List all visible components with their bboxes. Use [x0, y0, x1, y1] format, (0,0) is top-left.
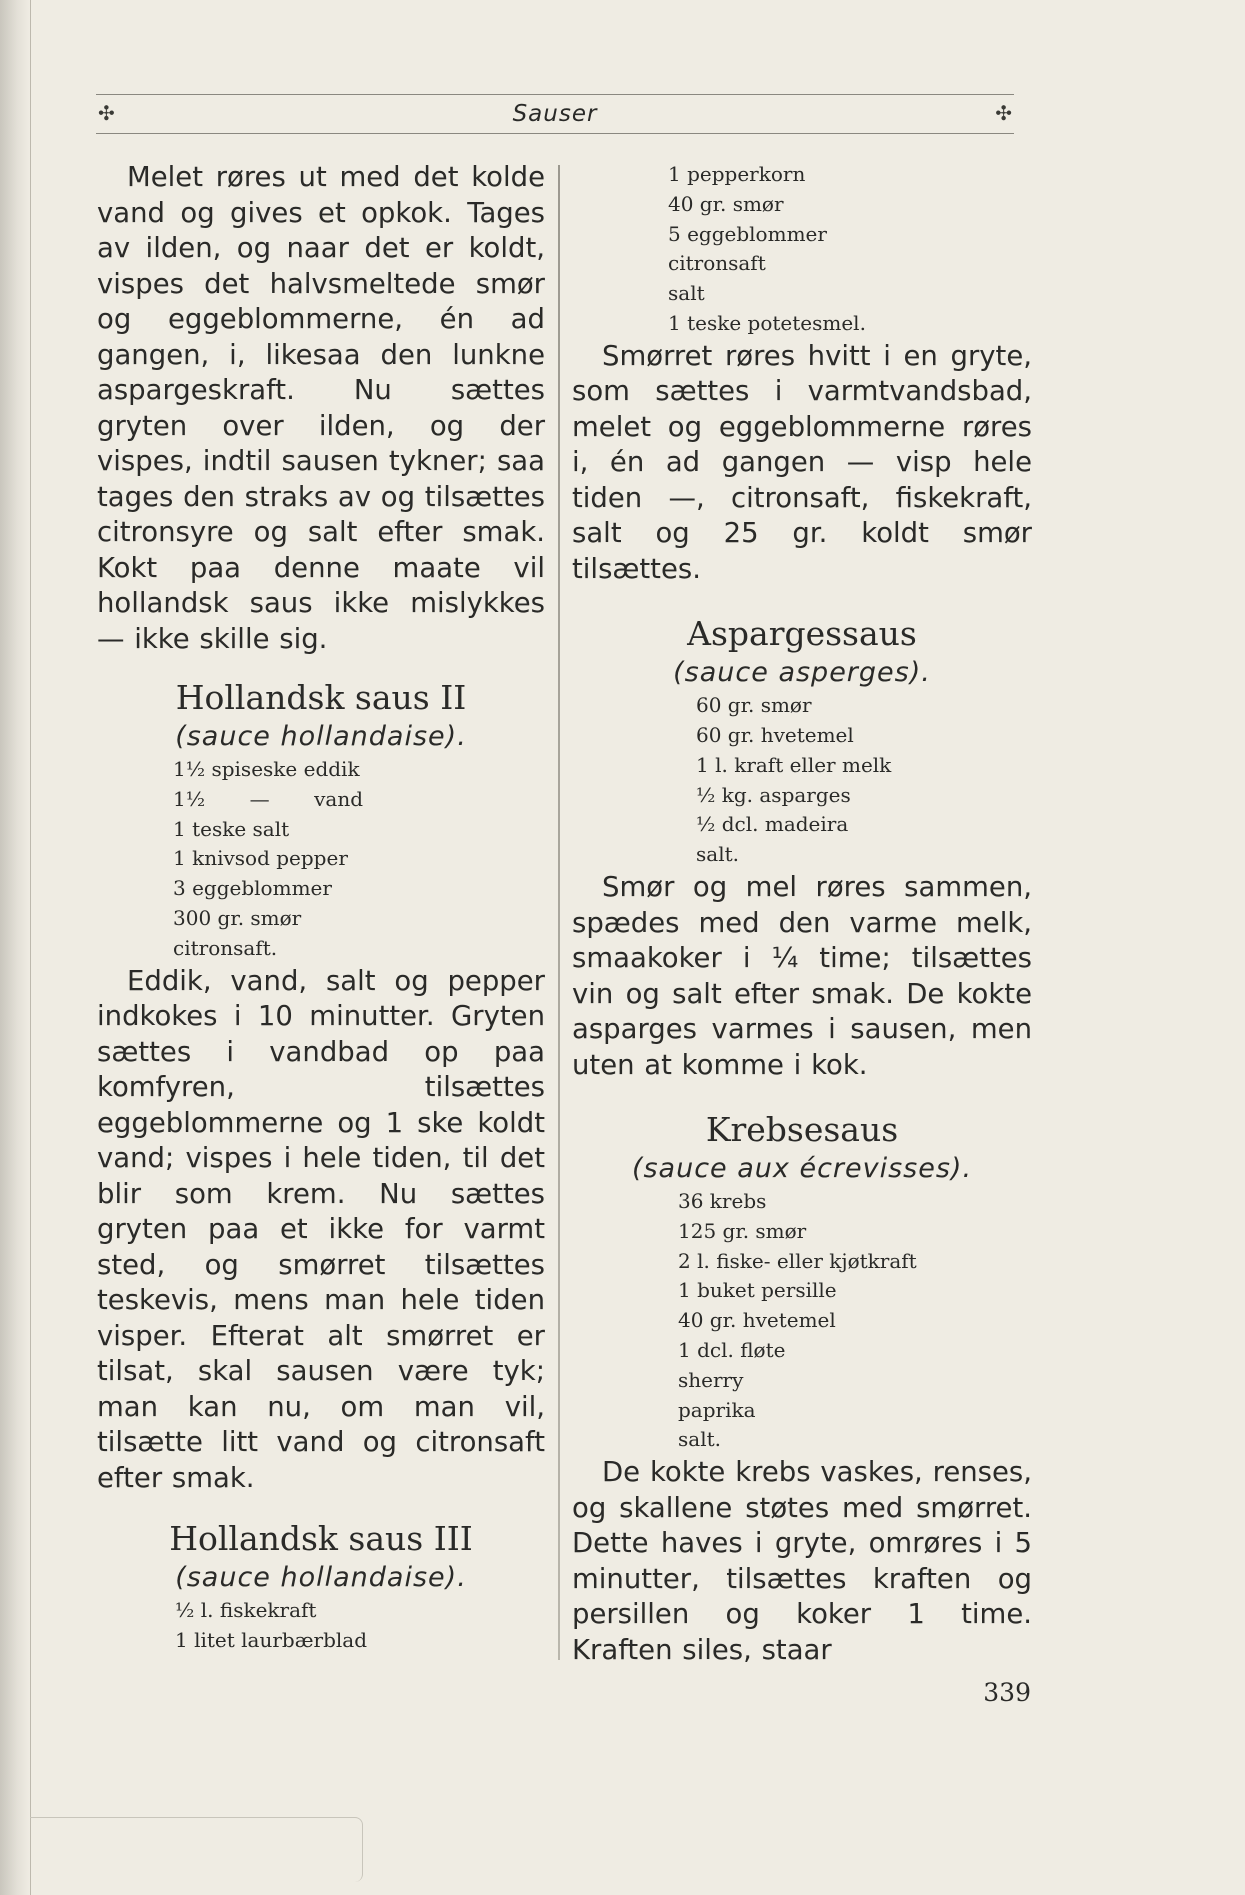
ingredient: ½ dcl. madeira: [696, 812, 849, 837]
ingredient: salt.: [696, 842, 739, 867]
ingredient: ½ l. fiskekraft: [175, 1598, 317, 1623]
paragraph: Smør og mel røres sammen, spædes med den varme melk, smaakoker i ¼ time; tilsættes vin og salt efter smak. De kokte asparges varmes i sausen, men uten at komme i kok.: [572, 871, 1032, 1081]
ingredient: 36 krebs: [678, 1189, 767, 1214]
recipe-title: Hollandsk saus III: [169, 1519, 473, 1559]
ingredient: 60 gr. smør: [696, 693, 812, 718]
running-header: [96, 94, 1014, 134]
ingredient: 2 l. fiske- eller kjøtkraft: [678, 1248, 917, 1273]
ingredient: 1 knivsod pepper: [173, 846, 348, 871]
paragraph: Melet røres ut med det kolde vand og gives et opkok. Tages av ilden, og naar det er koldt, vispes det halvsmeltede smør og eggeblommerne, én ad gangen, i, likesaa den lunkne aspargeskraft. Nu sættes gryten over ilden, og der vispes, indtil sausen tykner; saa tages den straks av og tilsættes citronsyre og salt efter smak. Kokt paa denne maate vil hollandsk saus ikke mislykkes — ikke skille sig.: [97, 161, 545, 655]
page-corner-mark: [30, 1817, 363, 1882]
recipe-title: Krebsesaus: [705, 1110, 899, 1150]
paragraph: Eddik, vand, salt og pepper indkokes i 10 minutter. Gryten sættes i vandbad op paa komfyren, tilsættes eggeblommerne og 1 ske koldt vand; vispes i hele tiden, til det blir som krem. Nu sættes gryten paa et ikke for varmt sted, og smørret tilsættes teskevis, mens man hele tiden visper. Efterat alt smørret er tilsat, skal sausen være tyk; man kan nu, om man vil, tilsætte litt vand og citronsaft efter smak.: [97, 964, 545, 1494]
ornament-right-icon: ✣: [995, 101, 1012, 125]
ingredient: 1½ — vand: [173, 786, 364, 811]
left-column: [97, 160, 545, 1656]
paragraph: Smørret røres hvitt i en gryte, som sættes i varmtvandsbad, melet og eggeblommerne røres i, én ad gangen — visp hele tiden —, citronsaft, fiskekraft, salt og 25 gr. koldt smør tilsættes.: [572, 339, 1032, 585]
ingredient-list: [175, 1596, 545, 1656]
ingredient: 40 gr. hvetemel: [678, 1308, 836, 1333]
recipe-title: Hollandsk saus II: [175, 678, 467, 717]
ingredient-list: [678, 1187, 1032, 1455]
ingredient-list: [696, 691, 1032, 870]
ingredient: 3 eggeblommer: [173, 876, 332, 901]
recipe-subtitle: (sauce hollandaise).: [175, 1562, 467, 1594]
ingredient: 5 eggeblommer: [668, 221, 827, 246]
recipe-subtitle: (sauce asperges).: [673, 657, 931, 689]
ingredient: 1½ spiseske eddik: [173, 757, 360, 781]
column-divider: [558, 165, 560, 1660]
ingredient: 1 l. kraft eller melk: [696, 752, 892, 777]
ingredient: 125 gr. smør: [678, 1218, 807, 1243]
ingredient: citronsaft.: [173, 935, 278, 960]
ingredient: 60 gr. hvetemel: [696, 723, 854, 748]
ingredient: salt: [668, 281, 705, 306]
ingredient-list: [173, 755, 545, 964]
ingredient: salt.: [678, 1427, 721, 1452]
ingredient: 1 teske salt: [173, 816, 290, 841]
ingredient: ½ kg. asparges: [696, 782, 851, 807]
ingredient: paprika: [678, 1397, 756, 1422]
ingredient: 1 litet laurbærblad: [175, 1627, 367, 1652]
ingredient: 1 teske potetesmel.: [668, 310, 866, 335]
ingredient: 1 buket persille: [678, 1278, 837, 1303]
running-header-title: Sauser: [512, 101, 598, 127]
recipe-subtitle: (sauce aux écrevisses).: [631, 1153, 973, 1185]
right-column: [572, 160, 1032, 1668]
ingredient: 1 dcl. fløte: [678, 1338, 786, 1363]
ingredient: citronsaft: [668, 251, 766, 276]
ingredient: 40 gr. smør: [668, 191, 784, 216]
ingredient: 1 pepperkorn: [668, 162, 806, 186]
ingredient-list: [668, 160, 1032, 339]
recipe-subtitle: (sauce hollandaise).: [175, 721, 467, 752]
book-spine: [0, 0, 31, 1895]
recipe-title: Aspargessaus: [687, 614, 917, 654]
paragraph: De kokte krebs vaskes, renses, og skallene støtes med smørret. Dette haves i gryte, omrøres i 5 minutter, tilsættes kraften og persillen og koker 1 time. Kraften siles, staar: [572, 1456, 1032, 1666]
ingredient: 300 gr. smør: [173, 905, 302, 930]
ingredient: sherry: [678, 1367, 744, 1392]
ornament-left-icon: ✣: [98, 101, 115, 125]
page-number: 339: [983, 1678, 1031, 1707]
